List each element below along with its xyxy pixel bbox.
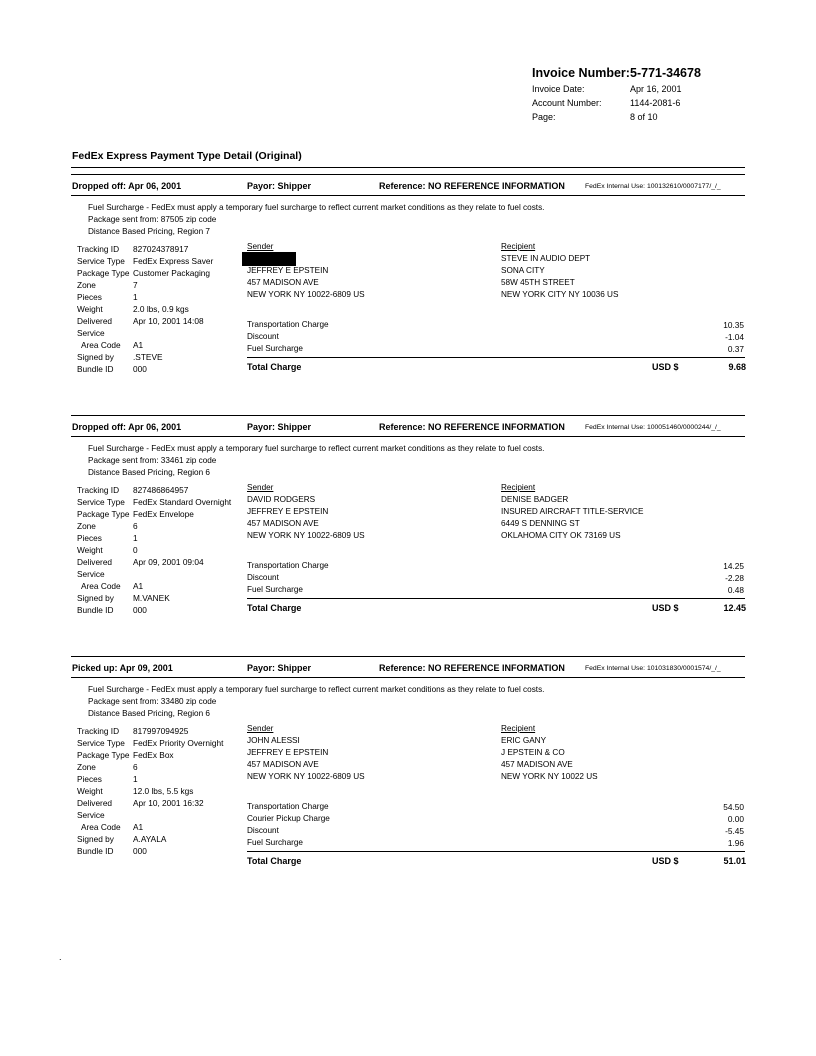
sender-line: NEW YORK NY 10022-6809 US: [247, 290, 365, 299]
sender-line: NEW YORK NY 10022-6809 US: [247, 531, 365, 540]
detail-value-weight: 12.0 lbs, 5.5 kgs: [133, 786, 194, 796]
total-charge-label: Total Charge: [247, 362, 302, 372]
shipment-note-origin: Package sent from: 33461 zip code: [88, 456, 217, 465]
detail-label-tracking-id: Tracking ID: [77, 244, 120, 254]
invoice-date: Apr 16, 2001: [630, 84, 682, 94]
total-currency: USD $: [652, 856, 679, 866]
detail-label-delivered: Delivered: [77, 798, 113, 808]
shipment-payor: Payor: Shipper: [247, 422, 312, 432]
sender-line: JEFFREY E EPSTEIN: [247, 507, 329, 516]
section-rule: [71, 167, 745, 168]
charge-amount: -2.28: [725, 573, 744, 583]
charge-label: Discount: [247, 332, 279, 341]
recipient-line: NEW YORK CITY NY 10036 US: [501, 290, 619, 299]
page-number: 8 of 10: [630, 112, 658, 122]
detail-label-bundle-id: Bundle ID: [77, 364, 114, 374]
charge-amount: 1.96: [727, 838, 744, 848]
detail-value-signed-by: M.VANEK: [133, 593, 170, 603]
shipment-top-rule: [71, 415, 745, 416]
detail-value-service-type: FedEx Standard Overnight: [133, 497, 232, 507]
detail-value-bundle-id: 000: [133, 846, 147, 856]
charge-label: Discount: [247, 573, 279, 582]
detail-value-area-code: A1: [133, 581, 144, 591]
recipient-line: SONA CITY: [501, 266, 545, 275]
charge-label: Fuel Surcharge: [247, 585, 303, 594]
shipment-reference: Reference: NO REFERENCE INFORMATION: [379, 181, 565, 191]
page-label: Page:: [532, 112, 556, 122]
detail-value-area-code: A1: [133, 340, 144, 350]
charge-label: Discount: [247, 826, 279, 835]
recipient-heading: Recipient: [501, 483, 536, 492]
detail-label-bundle-id: Bundle ID: [77, 846, 114, 856]
detail-value-signed-by: .STEVE: [133, 352, 163, 362]
detail-label-service-type: Service Type: [77, 497, 125, 507]
total-charge-label: Total Charge: [247, 856, 302, 866]
detail-label-weight: Weight: [77, 786, 103, 796]
recipient-line: STEVE IN AUDIO DEPT: [501, 254, 591, 263]
invoice-number: 5-771-34678: [630, 66, 701, 80]
shipment-internal-use: FedEx Internal Use: 100132610/0007177/_/_: [585, 183, 721, 190]
detail-value-tracking-id: 827024378917: [133, 244, 189, 254]
shipment-payor: Payor: Shipper: [247, 181, 312, 191]
detail-label-service-type: Service Type: [77, 738, 125, 748]
sender-heading: Sender: [247, 242, 274, 251]
shipment-top-rule: [71, 656, 745, 657]
detail-label-zone: Zone: [77, 762, 96, 772]
sender-line: JEFFREY E EPSTEIN: [247, 748, 329, 757]
shipment-note-origin: Package sent from: 33480 zip code: [88, 697, 217, 706]
detail-label-area-code: Area Code: [81, 340, 121, 350]
shipment-header-rule: [71, 436, 745, 437]
sender-line: 457 MADISON AVE: [247, 760, 319, 769]
detail-label-bundle-id: Bundle ID: [77, 605, 114, 615]
total-charge-label: Total Charge: [247, 603, 302, 613]
shipment-event: Dropped off: Apr 06, 2001: [72, 181, 182, 191]
section-title: FedEx Express Payment Type Detail (Original): [72, 150, 302, 162]
detail-label-service: Service: [77, 328, 105, 338]
shipment-reference: Reference: NO REFERENCE INFORMATION: [379, 422, 565, 432]
detail-label-signed-by: Signed by: [77, 834, 114, 844]
charge-label: Fuel Surcharge: [247, 344, 303, 353]
total-currency: USD $: [652, 603, 679, 613]
shipment-internal-use: FedEx Internal Use: 101031830/0001574/_/_: [585, 665, 721, 672]
sender-line: NEW YORK NY 10022-6809 US: [247, 772, 365, 781]
shipment-internal-use: FedEx Internal Use: 100051460/0000244/_/_: [585, 424, 721, 431]
detail-value-delivered: Apr 09, 2001 09:04: [133, 557, 204, 567]
charge-amount: 0.48: [727, 585, 744, 595]
detail-label-tracking-id: Tracking ID: [77, 726, 120, 736]
charge-amount: 54.50: [723, 802, 744, 812]
detail-value-bundle-id: 000: [133, 364, 147, 374]
shipment-note-fuel: Fuel Surcharge - FedEx must apply a temporary fuel surcharge to reflect current market conditions as they relate to fuel costs.: [88, 685, 545, 694]
charge-amount: -5.45: [725, 826, 744, 836]
total-currency: USD $: [652, 362, 679, 372]
detail-label-weight: Weight: [77, 545, 103, 555]
sender-line: 457 MADISON AVE: [247, 278, 319, 287]
shipment-event: Dropped off: Apr 06, 2001: [72, 422, 182, 432]
detail-label-area-code: Area Code: [81, 581, 121, 591]
recipient-line: DENISE BADGER: [501, 495, 569, 504]
detail-label-package-type: Package Type: [77, 268, 130, 278]
recipient-line: 457 MADISON AVE: [501, 760, 573, 769]
shipment-note-fuel: Fuel Surcharge - FedEx must apply a temporary fuel surcharge to reflect current market conditions as they relate to fuel costs.: [88, 203, 545, 212]
recipient-line: 6449 S DENNING ST: [501, 519, 580, 528]
detail-label-pieces: Pieces: [77, 292, 102, 302]
detail-value-pieces: 1: [133, 533, 138, 543]
invoice-header: [532, 66, 742, 126]
detail-value-weight: 0: [133, 545, 138, 555]
detail-value-bundle-id: 000: [133, 605, 147, 615]
recipient-line: J EPSTEIN & CO: [501, 748, 565, 757]
detail-label-weight: Weight: [77, 304, 103, 314]
sender-line: DAVID RODGERS: [247, 495, 316, 504]
shipment-note-pricing: Distance Based Pricing, Region 6: [88, 709, 210, 718]
detail-value-tracking-id: 827486864957: [133, 485, 189, 495]
detail-value-package-type: Customer Packaging: [133, 268, 211, 278]
detail-value-delivered: Apr 10, 2001 14:08: [133, 316, 204, 326]
detail-label-package-type: Package Type: [77, 509, 130, 519]
total-rule: [247, 357, 745, 358]
charge-label: Transportation Charge: [247, 802, 329, 811]
shipment-note-fuel: Fuel Surcharge - FedEx must apply a temporary fuel surcharge to reflect current market conditions as they relate to fuel costs.: [88, 444, 545, 453]
detail-label-service: Service: [77, 569, 105, 579]
shipment-top-rule: [71, 174, 745, 175]
detail-value-package-type: FedEx Envelope: [133, 509, 194, 519]
detail-label-service: Service: [77, 810, 105, 820]
total-charge-amount: 9.68: [728, 362, 746, 372]
detail-value-zone: 6: [133, 762, 138, 772]
detail-label-area-code: Area Code: [81, 822, 121, 832]
recipient-line: INSURED AIRCRAFT TITLE-SERVICE: [501, 507, 644, 516]
recipient-heading: Recipient: [501, 724, 536, 733]
shipment-reference: Reference: NO REFERENCE INFORMATION: [379, 663, 565, 673]
shipment-payor: Payor: Shipper: [247, 663, 312, 673]
detail-value-service-type: FedEx Priority Overnight: [133, 738, 224, 748]
detail-label-delivered: Delivered: [77, 557, 113, 567]
shipment-header-rule: [71, 195, 745, 196]
sender-line: JOHN ALESSI: [247, 736, 300, 745]
detail-label-pieces: Pieces: [77, 533, 102, 543]
charge-label: Transportation Charge: [247, 320, 329, 329]
detail-label-signed-by: Signed by: [77, 352, 114, 362]
account-number: 1144-2081-6: [630, 98, 681, 108]
detail-value-tracking-id: 817997094925: [133, 726, 189, 736]
recipient-line: ERIC GANY: [501, 736, 547, 745]
charge-label: Courier Pickup Charge: [247, 814, 330, 823]
detail-value-signed-by: A.AYALA: [133, 834, 167, 844]
total-rule: [247, 598, 745, 599]
sender-heading: Sender: [247, 483, 274, 492]
detail-label-signed-by: Signed by: [77, 593, 114, 603]
recipient-line: OKLAHOMA CITY OK 73169 US: [501, 531, 621, 540]
detail-value-package-type: FedEx Box: [133, 750, 174, 760]
sender-heading: Sender: [247, 724, 274, 733]
shipment-note-pricing: Distance Based Pricing, Region 6: [88, 468, 210, 477]
charge-amount: 14.25: [723, 561, 744, 571]
total-charge-amount: 12.45: [723, 603, 746, 613]
account-number-label: Account Number:: [532, 98, 602, 108]
charge-amount: 0.00: [727, 814, 744, 824]
detail-label-zone: Zone: [77, 280, 96, 290]
sender-line: JEFFREY E EPSTEIN: [247, 266, 329, 275]
charge-amount: 0.37: [727, 344, 744, 354]
detail-value-service-type: FedEx Express Saver: [133, 256, 214, 266]
detail-value-pieces: 1: [133, 292, 138, 302]
recipient-heading: Recipient: [501, 242, 536, 251]
charge-amount: -1.04: [725, 332, 744, 342]
detail-label-package-type: Package Type: [77, 750, 130, 760]
invoice-number-label: Invoice Number:: [532, 66, 630, 80]
charge-label: Fuel Surcharge: [247, 838, 303, 847]
detail-label-delivered: Delivered: [77, 316, 113, 326]
redaction-bar: [242, 252, 296, 266]
total-charge-amount: 51.01: [723, 856, 746, 866]
shipment-note-pricing: Distance Based Pricing, Region 7: [88, 227, 210, 236]
shipment-event: Picked up: Apr 09, 2001: [72, 663, 173, 673]
detail-value-pieces: 1: [133, 774, 138, 784]
recipient-line: 58W 45TH STREET: [501, 278, 575, 287]
shipment-note-origin: Package sent from: 87505 zip code: [88, 215, 217, 224]
shipment-header-rule: [71, 677, 745, 678]
invoice-date-label: Invoice Date:: [532, 84, 585, 94]
recipient-line: NEW YORK NY 10022 US: [501, 772, 598, 781]
detail-value-area-code: A1: [133, 822, 144, 832]
detail-label-service-type: Service Type: [77, 256, 125, 266]
total-rule: [247, 851, 745, 852]
detail-value-delivered: Apr 10, 2001 16:32: [133, 798, 204, 808]
charge-amount: 10.35: [723, 320, 744, 330]
charge-label: Transportation Charge: [247, 561, 329, 570]
detail-value-zone: 7: [133, 280, 138, 290]
sender-line: 457 MADISON AVE: [247, 519, 319, 528]
detail-label-pieces: Pieces: [77, 774, 102, 784]
footer-mark: .: [59, 952, 62, 962]
detail-value-zone: 6: [133, 521, 138, 531]
detail-value-weight: 2.0 lbs, 0.9 kgs: [133, 304, 189, 314]
detail-label-tracking-id: Tracking ID: [77, 485, 120, 495]
detail-label-zone: Zone: [77, 521, 96, 531]
